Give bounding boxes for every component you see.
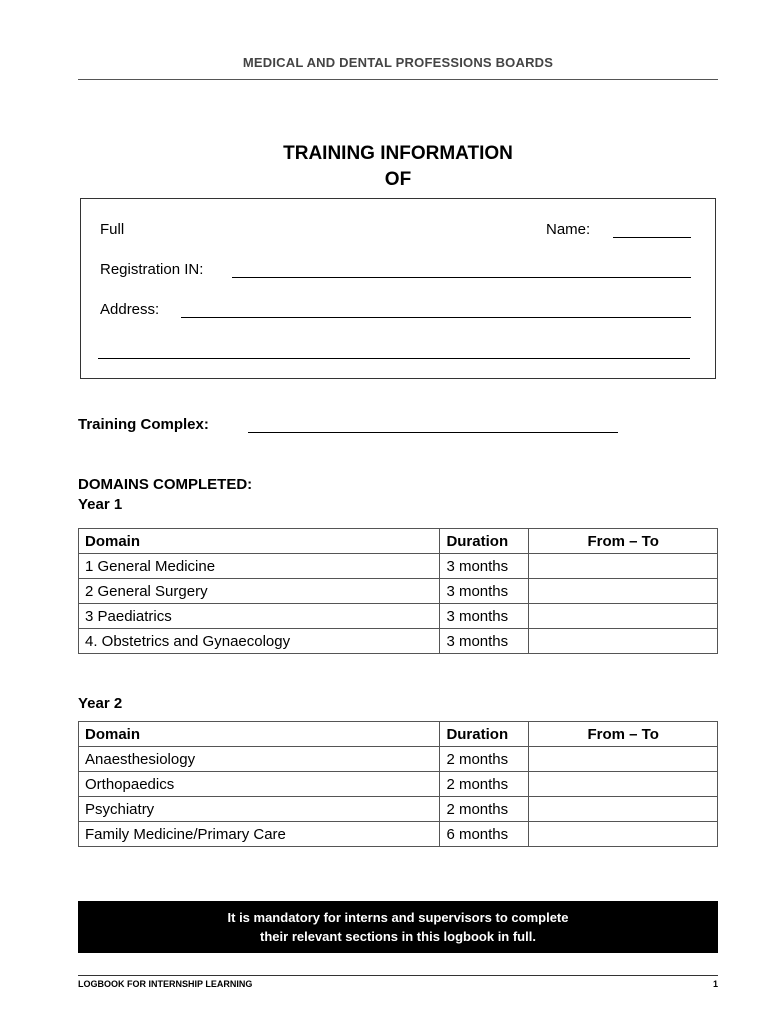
duration-cell: 3 months xyxy=(440,554,529,579)
from-to-cell[interactable] xyxy=(529,554,718,579)
domain-cell: 3 Paediatrics xyxy=(79,604,440,629)
domains-heading: DOMAINS COMPLETED: xyxy=(78,476,253,493)
header-from-to: From – To xyxy=(529,529,718,554)
address-field-line-2[interactable] xyxy=(98,358,690,359)
full-label: Full xyxy=(100,221,125,238)
training-complex-label: Training Complex: xyxy=(78,416,209,433)
from-to-cell[interactable] xyxy=(529,629,718,654)
page-title xyxy=(78,141,718,193)
table-row xyxy=(79,822,718,847)
address-field-line-1[interactable] xyxy=(181,317,691,318)
page-number: 1 xyxy=(712,979,718,989)
from-to-cell[interactable] xyxy=(529,604,718,629)
footer-rule xyxy=(78,975,718,976)
table-row xyxy=(79,579,718,604)
table-row xyxy=(79,772,718,797)
duration-cell: 3 months xyxy=(440,579,529,604)
domain-cell: 1 General Medicine xyxy=(79,554,440,579)
domain-cell: 2 General Surgery xyxy=(79,579,440,604)
personal-info-box xyxy=(80,198,716,379)
header-duration: Duration xyxy=(440,722,529,747)
header-duration: Duration xyxy=(440,529,529,554)
header-domain: Domain xyxy=(79,529,440,554)
domain-cell: Family Medicine/Primary Care xyxy=(79,822,440,847)
from-to-cell[interactable] xyxy=(529,822,718,847)
year1-domains-table xyxy=(78,528,718,654)
domain-cell: Anaesthesiology xyxy=(79,747,440,772)
board-header: MEDICAL AND DENTAL PROFESSIONS BOARDS xyxy=(242,55,554,70)
table-row xyxy=(79,797,718,822)
from-to-cell[interactable] xyxy=(529,772,718,797)
header-rule xyxy=(78,79,718,80)
notice-line-2: their relevant sections in this logbook in full. xyxy=(260,929,536,944)
training-complex-field-line[interactable] xyxy=(248,432,618,433)
name-label: Name: xyxy=(546,221,591,238)
duration-cell: 2 months xyxy=(440,797,529,822)
duration-cell: 6 months xyxy=(440,822,529,847)
duration-cell: 3 months xyxy=(440,629,529,654)
address-label: Address: xyxy=(100,301,160,318)
duration-cell: 2 months xyxy=(440,747,529,772)
domain-cell: Orthopaedics xyxy=(79,772,440,797)
year2-domains-table xyxy=(78,721,718,847)
table-row xyxy=(79,629,718,654)
table-row xyxy=(79,604,718,629)
mandatory-notice xyxy=(78,901,718,953)
domain-cell: Psychiatry xyxy=(79,797,440,822)
name-field-line[interactable] xyxy=(613,237,691,238)
domain-cell: 4. Obstetrics and Gynaecology xyxy=(79,629,440,654)
table-row xyxy=(79,554,718,579)
year2-label: Year 2 xyxy=(78,695,123,712)
header-from-to: From – To xyxy=(529,722,718,747)
footer-title: LOGBOOK FOR INTERNSHIP LEARNING xyxy=(78,979,253,989)
registration-field-line[interactable] xyxy=(232,277,691,278)
year1-label: Year 1 xyxy=(78,496,123,513)
header-domain: Domain xyxy=(79,722,440,747)
registration-label: Registration IN: xyxy=(100,261,204,278)
notice-line-1: It is mandatory for interns and supervisors to complete xyxy=(227,910,569,925)
table-header-row xyxy=(79,529,718,554)
duration-cell: 2 months xyxy=(440,772,529,797)
from-to-cell[interactable] xyxy=(529,747,718,772)
title-line-1: TRAINING INFORMATION xyxy=(283,143,513,164)
from-to-cell[interactable] xyxy=(529,579,718,604)
table-header-row xyxy=(79,722,718,747)
title-line-2: OF xyxy=(384,169,412,190)
from-to-cell[interactable] xyxy=(529,797,718,822)
duration-cell: 3 months xyxy=(440,604,529,629)
table-row xyxy=(79,747,718,772)
